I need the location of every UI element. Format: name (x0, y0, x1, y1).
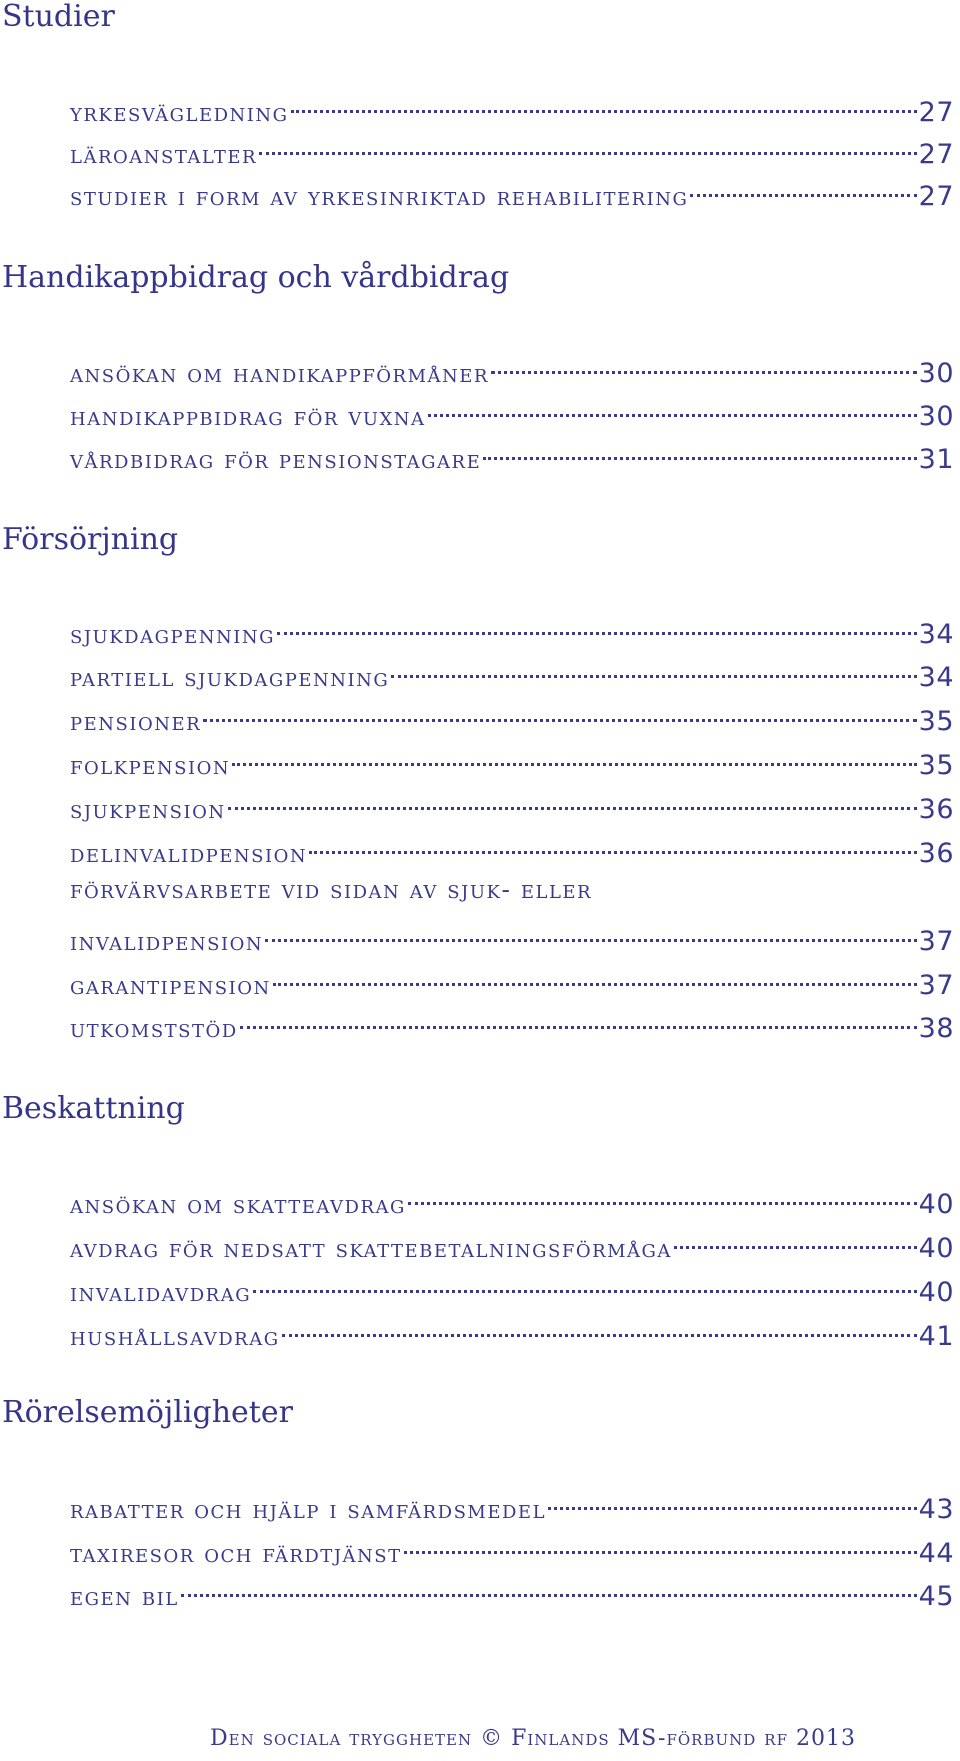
toc-entry[interactable] (70, 698, 954, 738)
toc-entry-page: 30 (918, 358, 954, 389)
toc-entry[interactable] (70, 1530, 954, 1570)
toc-entry-label-line1: förvärvsarbete vid sidan av sjuk- eller (70, 875, 593, 904)
toc-entry[interactable] (70, 1225, 954, 1265)
toc-entry-label: sjukdagpenning (70, 620, 275, 649)
dot-leader (291, 89, 917, 121)
toc-entry-label: yrkesvägledning (70, 98, 289, 127)
dot-leader (690, 173, 916, 205)
toc-entry[interactable] (70, 173, 954, 213)
dot-leader (404, 1530, 917, 1562)
toc-entry-page: 36 (918, 838, 954, 869)
toc-entry-label: ansökan om skatteavdrag (70, 1190, 406, 1219)
dot-leader (483, 436, 916, 468)
section-heading-forsorjning: Försörjning (2, 522, 179, 557)
section-heading-handikappbidrag: Handikappbidrag och vårdbidrag (2, 260, 510, 295)
toc-entry[interactable] (70, 786, 954, 826)
toc-entry-page: 38 (918, 1013, 954, 1044)
toc-entry-continued-line[interactable] (70, 874, 954, 906)
dot-leader (265, 918, 917, 950)
toc-entry-label: garantipension (70, 971, 271, 1000)
toc-entry-label: utkomststöd (70, 1014, 238, 1043)
toc-entry-label: handikappbidrag för vuxna (70, 402, 426, 431)
dot-leader (228, 786, 917, 818)
toc-entry[interactable] (70, 962, 954, 1002)
toc-entry-label: sjukpension (70, 795, 226, 824)
dot-leader (408, 1181, 917, 1213)
toc-entry-page: 40 (918, 1189, 954, 1220)
dot-leader (428, 393, 917, 425)
toc-entry-page: 27 (918, 181, 954, 212)
toc-entry-page: 45 (918, 1581, 954, 1612)
toc-entry-label: studier i form av yrkesinriktad rehabilitering (70, 182, 689, 211)
toc-entry[interactable] (70, 1313, 954, 1353)
section-heading-studier: Studier (2, 0, 115, 34)
toc-entry-label: invalidavdrag (70, 1278, 252, 1307)
toc-entry-page: 44 (918, 1538, 954, 1569)
toc-entry-label: vårdbidrag för pensionstagare (70, 445, 482, 474)
dot-leader (491, 350, 917, 382)
toc-entry[interactable] (70, 350, 954, 390)
toc-entry[interactable] (70, 1573, 954, 1613)
toc-entry[interactable] (70, 1486, 954, 1526)
toc-entry-page: 40 (918, 1233, 954, 1264)
toc-entry[interactable] (70, 1269, 954, 1309)
toc-entry[interactable] (70, 611, 954, 651)
toc-entry-page: 41 (918, 1321, 954, 1352)
dot-leader (674, 1225, 917, 1257)
toc-entry-label: egen bil (70, 1582, 179, 1611)
toc-entry-page: 34 (918, 662, 954, 693)
toc-entry-page: 35 (918, 750, 954, 781)
toc-entry-page: 31 (918, 444, 954, 475)
toc-entry-page: 35 (918, 706, 954, 737)
toc-entry-label: ansökan om handikappförmåner (70, 359, 489, 388)
dot-leader (282, 1313, 917, 1345)
toc-entry-label: delinvalidpension (70, 839, 308, 868)
dot-leader (277, 611, 917, 643)
toc-entry-label: läroanstalter (70, 140, 258, 169)
section-heading-beskattning: Beskattning (2, 1091, 185, 1126)
toc-entry-page: 43 (918, 1494, 954, 1525)
toc-entry[interactable] (70, 1005, 954, 1045)
toc-entry-label: rabatter och hjälp i samfärdsmedel (70, 1495, 547, 1524)
dot-leader (240, 1005, 917, 1037)
toc-entry-label: avdrag för nedsatt skattebetalningsförmåga (70, 1234, 672, 1263)
toc-entry-page: 27 (918, 139, 954, 170)
dot-leader (253, 1269, 917, 1301)
dot-leader (259, 131, 917, 163)
toc-entry[interactable] (70, 89, 954, 129)
toc-entry-label: taxiresor och färdtjänst (70, 1539, 402, 1568)
toc-entry-page: 30 (918, 401, 954, 432)
toc-entry[interactable] (70, 1181, 954, 1221)
toc-entry-page: 27 (918, 97, 954, 128)
dot-leader (181, 1573, 917, 1605)
toc-entry-label: invalidpension (70, 927, 264, 956)
dot-leader (548, 1486, 917, 1518)
toc-entry[interactable] (70, 436, 954, 476)
toc-entry-label: pensioner (70, 707, 202, 736)
toc-entry-page: 37 (918, 970, 954, 1001)
dot-leader (232, 742, 917, 774)
toc-entry-label: partiell sjukdagpenning (70, 663, 390, 692)
toc-entry-page: 36 (918, 794, 954, 825)
toc-entry-page: 40 (918, 1277, 954, 1308)
toc-entry[interactable] (70, 830, 954, 870)
toc-entry-page: 37 (918, 926, 954, 957)
dot-leader (203, 698, 916, 730)
toc-entry[interactable] (70, 742, 954, 782)
toc-entry[interactable] (70, 393, 954, 433)
toc-entry-label: folkpension (70, 751, 231, 780)
toc-entry[interactable] (70, 918, 954, 958)
page-footer: Den sociala tryggheten © Finlands MS-förbund rf 2013 (210, 1726, 856, 1751)
dot-leader (273, 962, 917, 994)
section-heading-rorelsemojligheter: Rörelsemöjligheter (2, 1395, 293, 1430)
toc-entry-label: hushållsavdrag (70, 1322, 280, 1351)
toc-entry-page: 34 (918, 619, 954, 650)
toc-entry[interactable] (70, 131, 954, 171)
dot-leader (309, 830, 917, 862)
dot-leader (391, 654, 916, 686)
toc-entry[interactable] (70, 654, 954, 694)
